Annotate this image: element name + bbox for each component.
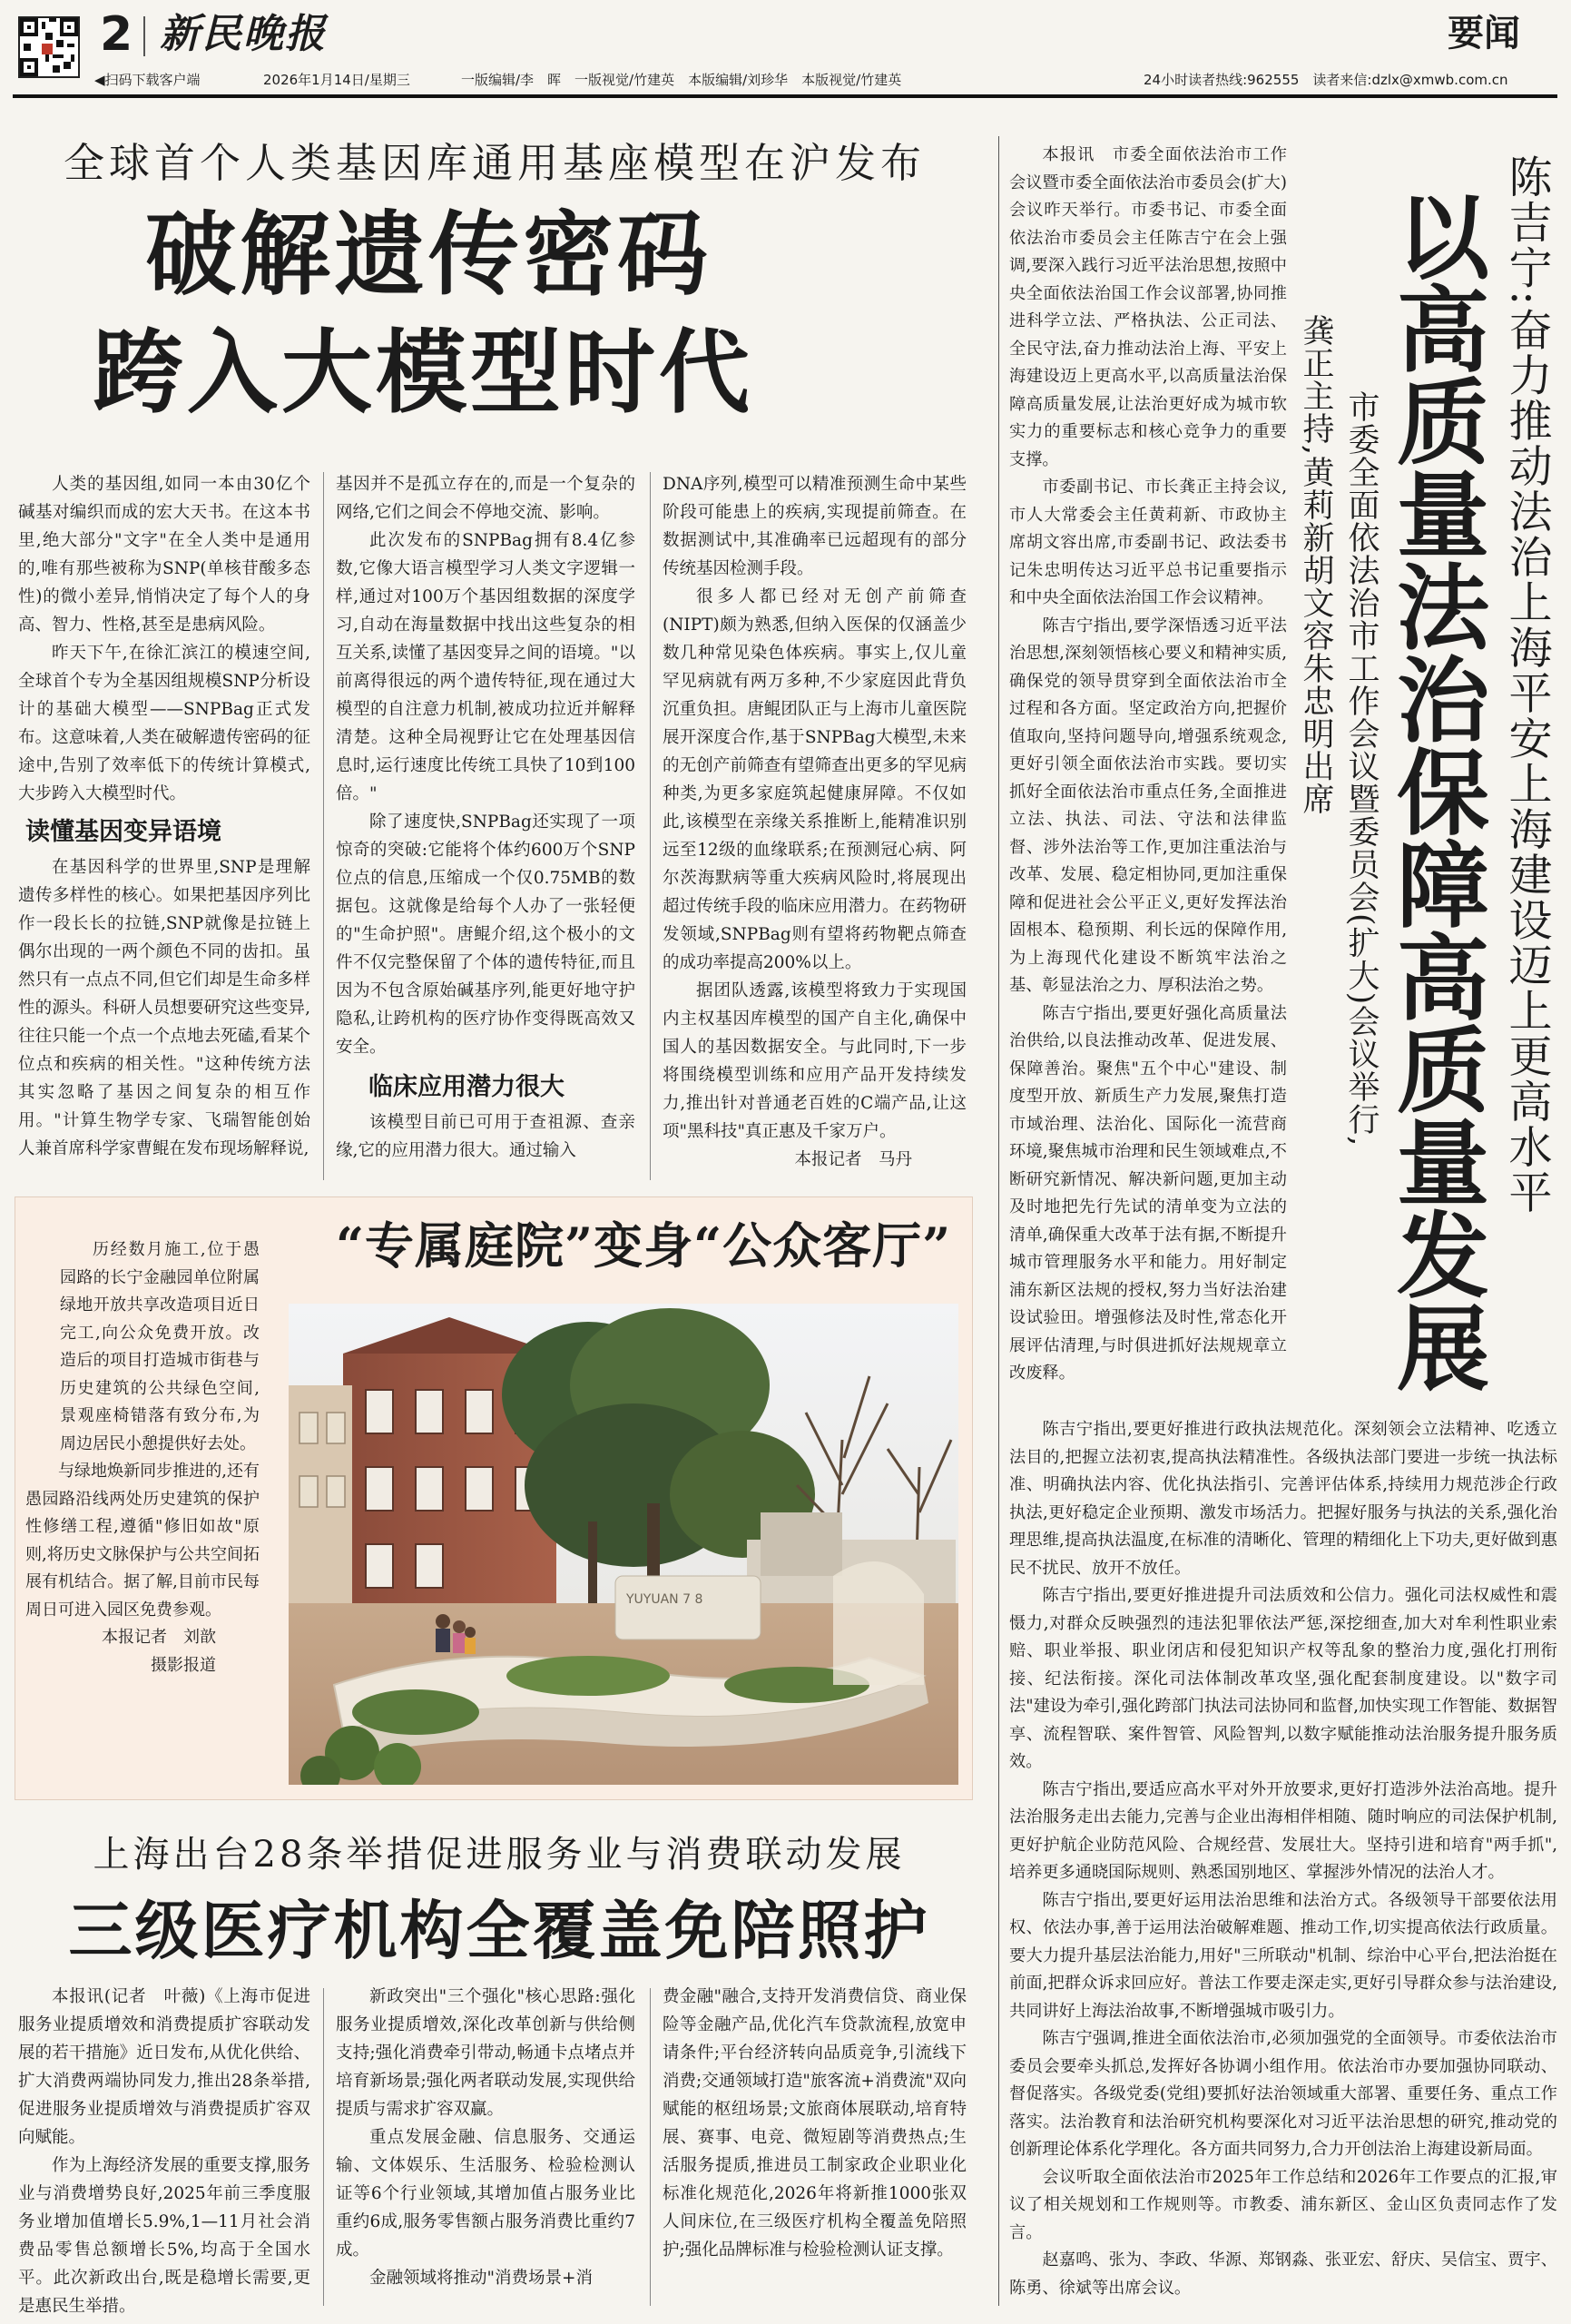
story4-top-column [1009,142,1287,1388]
column-divider [650,472,651,1180]
date-line: 2026年1月14日/星期三 [263,72,410,88]
story3-paragraph: 费金融"融合,支持开发消费信贷、商业保险等金融产品,优化汽车贷款流程,放宽申请条件;平台经济转向品质竞争,引流线下消费;交通领域打造"旅客流+消费流"双向赋能的枢纽场景;文旅商体展联动,培育特展、赛事、电竞、微短剧等消费热点;生活服务提质,推进员工制家政企业职业化标准化规范化,2026年将新推1000张双人间床位,在三级医疗机构全覆盖免陪照护;强化品牌标准与检验检测认证支撑。 [663,1987,967,2260]
story4-subline-1: 市委全面依法治市工作会议暨委员会(扩大)会议举行, [1343,390,1380,1147]
story4-paragraph: 陈吉宁指出,要适应高水平对外开放要求,更好打造涉外法治高地。提升法治服务走出去能力,完善与企业出海相伴相随、随时响应的司法保护机制,更好护航企业防范风险、合规经营、发展壮大。坚持引进和培育"两手抓",培养更多通晓国际规则、熟悉国别地区、掌握涉外情况的法治人才。 [1009,1779,1557,1882]
story4-paragraph: 陈吉宁指出,要更好运用法治思维和法治方式。各级领导干部要依法用权、依法办事,善于运用法治破解难题、推动工作,切实提高依法行政质量。要大力提升基层法治能力,用好"三所联动"机制、综治中心平台,把法治挺在前面,把群众诉求回应好。普法工作要走深走实,更好引导群众参与法治建设,共同讲好上海法治故事,不断增强城市吸引力。 [1009,1890,1557,2021]
story4-paragraph: 赵嘉鸣、张为、李政、华源、郑钢淼、张亚宏、舒庆、吴信宝、贾宇、陈勇、徐斌等出席会议。 [1009,2250,1557,2298]
story2-paragraph: 历经数月施工,位于愚园路的长宁金融园单位附属绿地开放共享改造项目近日完工,向公众免费开放。改造后的项目打造城市街巷与历史建筑的公共绿色空间,景观座椅错落有致分布,为周边居民小憩提供好去处。 [60,1240,260,1453]
photo-sign-text: YUYUAN 7 8 [626,1592,703,1607]
story3-paragraph: 本报讯(记者 叶薇)《上海市促进服务业提质增效和消费提质扩容联动发展的若干措施》近日发布,从优化供给、扩大消费两端协同发力,推出28条举措,促进服务业提质增效与消费提质扩容双向赋能。 [18,1987,310,2147]
story2-reporter: 本报记者 刘歆 [102,1628,216,1647]
masthead-divider [143,16,145,56]
story4-paragraph: 市委副书记、市长龚正主持会议,市人大常委会主任黄莉新、市政协主席胡文容出席,市委副书记、政法委书记朱忠明传达习近平总书记重要指示和中央全面依法治国工作会议精神。 [1009,478,1287,607]
story3-column-3 [663,1983,967,2264]
story2-text [25,1236,260,1679]
story1-paragraph: 该模型目前已可用于查祖源、查亲缘,它的应用潜力很大。通过输入 [336,1113,635,1160]
story1-paragraph: 据团队透露,该模型将致力于实现国内主权基因库模型的国产自主化,确保中国人的基因数据安全。与此同时,下一步将围绕模型训练和应用产品开发持续发力,推出针对普通老百姓的C端产品,让这项"黑科技"真正惠及千家万户。 [663,981,967,1141]
story4-vertical-kicker: 陈吉宁:奋力推动法治上海平安上海建设迈上更高水平 [1501,154,1552,1216]
story1-paragraph: 昨天下午,在徐汇滨江的模速空间,全球首个专为全基因组规模SNP分析设计的基础大模型——SNPBag正式发布。这意味着,人类在破解遗传密码的征途中,告别了效率低下的传统计算模式,大步跨入大模型时代。 [18,644,310,803]
story1-paragraph: DNA序列,模型可以精准预测生命中某些阶段可能患上的疾病,实现提前筛查。在数据测试中,其准确率已远超现有的部分传统基因检测手段。 [663,475,967,578]
story4-paragraph: 陈吉宁指出,要更好推进行政执法规范化。深刻领会立法精神、吃透立法目的,把握立法初衷,提高执法精准性。各级执法部门要进一步统一执法标准、明确执法内容、优化执法指引、完善评估体系,持续用力规范涉企行政执法,更好稳定企业预期、激发市场活力。把握好服务与执法的关系,强化治理思维,提高执法温度,在标准的清晰化、管理的精细化上下功夫,更好做到惠民不扰民、放开不放任。 [1009,1420,1557,1578]
editor-credits: 一版编辑/李 晖 一版视觉/竹建英 本版编辑/刘珍华 本版视觉/竹建英 [461,72,902,88]
story3-paragraph: 金融领域将推动"消费场景+消 [369,2269,594,2288]
story1-subhead-2: 临床应用潜力很大 [368,1073,565,1101]
story4-paragraph: 陈吉宁指出,要更好强化高质量法治供给,以良法推动改革、促进发展、保障善治。聚焦"五个中心"建设、制度型开放、新质生产力发展,聚焦打造市域治理、法治化、国际化一流营商环境,聚焦城市治理和民生领域难点,不断研究新情况、解决新问题,更加主动及时地把先行先试的清单变为立法的清单,确保重大改革于法有据,不断提升城市管理服务水平和能力。用好制定浦东新区法规的授权,努力当好法治建设试验田。增强修法及时性,常态化开展评估清理,与时俱进抓好法规规章立改废释。 [1009,1003,1287,1383]
story3-kicker: 上海出台28条举措促进服务业与消费联动发展 [93,1834,906,1876]
story1-column-3 [663,470,967,1174]
story3-paragraph: 重点发展金融、信息服务、交通运输、文体娱乐、生活服务、检验检测认证等6个行业领域,其增加值占服务业比重约6成,服务零售额占服务消费比重约7成。 [336,2128,635,2260]
courtyard-photo [289,1304,958,1785]
story1-paragraph: 此次发布的SNPBag拥有8.4亿参数,它像大语言模型学习人类文字逻辑一样,通过对100万个基因组数据的深度学习,自动在海量数据中找出这些复杂的相互关系,读懂了基因变异之间的语境。"以前离得很远的两个遗传特征,现在通过大模型的自注意力机制,被成功拉近并解释清楚。这种全局视野让它在处理基因信息时,运行速度比传统工具快了10到100倍。" [336,531,635,803]
masthead-rule [13,94,1557,98]
story3-paragraph: 作为上海经济发展的重要支撑,服务业与消费增势良好,2025年前三季度服务业增加值增长5.9%,1—11月社会消费品零售总额增长5%,均高于全国水平。此次新政出台,既是稳增长需要,更是惠民生举措。 [18,2156,310,2316]
reader-hotline: 24小时读者热线:962555 读者来信:dzlx@xmwb.com.cn [1144,72,1508,88]
story4-subline-2: 龚正主持,黄莉新胡文容朱忠明出席 [1298,314,1334,816]
paper-name: 新民晚报 [160,11,327,57]
story3-headline: 三级医疗机构全覆盖免陪照护 [68,1894,930,1968]
story1-paragraph: 在基因科学的世界里,SNP是理解遗传多样性的核心。如果把基因序列比作一段长长的拉链,SNP就像是拉链上偶尔出现的一两个颜色不同的齿扣。虽然只有一点点不同,但它们却是生命多样性的源头。科研人员想要研究这些变异,往往只能一个点一个点地去死磕,看某个位点和疾病的相关性。"这种传统方法其实忽略了基因之间复杂的相互作用。"计算生物学专家、飞瑞智能创始人兼首席科学家曹鲲在发布现场解释说, [18,858,310,1158]
column-divider [650,1988,651,2306]
section-divider [998,136,999,2306]
story1-subhead-1: 读懂基因变异语境 [25,818,221,846]
story4-paragraph: 陈吉宁强调,推进全面依法治市,必须加强党的全面领导。市委依法治市委员会要牵头抓总,发挥好各协调小组作用。依法治市办要加强协同联动、督促落实。各级党委(党组)要抓好法治领域重大部署、重要任务、重点工作落实。法治教育和法治研究机构要深化对习近平法治思想的研究,推动党的创新理论体系化学理化。各方面共同努力,合力开创法治上海建设新局面。 [1009,2029,1557,2159]
story3-column-1 [18,1983,310,2320]
qr-code[interactable] [18,16,80,78]
story1-reporter: 本报记者 马丹 [794,1150,912,1169]
story1-paragraph: 很多人都已经对无创产前筛查(NIPT)颇为熟悉,但纳入医保的仅涵盖少数几种常见染色体疾病。事实上,仅儿童罕见病就有两万多种,不少家庭因此背负沉重负担。唐鲲团队正与上海市儿童医院展开深度合作,基于SNPBag大模型,未来的无创产前筛查有望筛查出更多的罕见病种类,为更多家庭筑起健康屏障。不仅如此,该模型在亲缘关系推断上,能精准识别远至12级的血缘联系;在预测冠心病、阿尔茨海默病等重大疾病风险时,将展现出超过传统手段的临床应用潜力。在药物研发领域,SNPBag则有望将药物靶点筛查的成功率提高200%以上。 [663,587,967,972]
qr-caption: ◀扫码下载客户端 [94,72,201,88]
story4-paragraph: 陈吉宁指出,要学深悟透习近平法治思想,深刻领悟核心要义和精神实质,确保党的领导贯穿到全面依法治市全过程和各方面。坚定政治方向,把握价值取向,坚持问题导向,增强系统观念,更好引领全面依法治市实践。要切实抓好全面依法治市重点任务,全面推进立法、执法、司法、守法和法律监督、涉外法治等工作,更加注重法治与改革、发展、稳定相协同,更加注重保障和促进社会公平正义,更好发挥法治固根本、稳预期、利长远的保障作用,为上海现代化建设不断筑牢法治之基、彰显法治之力、厚积法治之势。 [1009,615,1287,995]
section-label: 要闻 [1448,13,1520,54]
story1-column-1 [18,470,310,1163]
story1-headline-line1: 破解遗传密码 [145,202,712,308]
story1-headline-line2: 跨入大模型时代 [93,320,753,426]
qr-code-icon [20,18,78,76]
story1-column-2 [336,470,635,1165]
story4-paragraph: 本报讯 市委全面依法治市工作会议暨市委全面依法治市委员会(扩大)会议昨天举行。市委书记、市委全面依法治市委员会主任陈吉宁在会上强调,要深入践行习近平法治思想,按照中央全面依法治国工作会议部署,协同推进科学立法、严格执法、公正司法、全民守法,奋力推动法治上海、平安上海建设迈上更高水平,以高质量法治保障高质量发展,让法治更好成为城市软实力的重要标志和核心竞争力的重要支撑。 [1009,145,1287,469]
story2-photo-credit: 摄影报道 [151,1655,216,1675]
story1-paragraph: 人类的基因组,如同一本由30亿个碱基对编织而成的宏大天书。在这本书里,绝大部分"文字"在全人类中是通用的,唯有那些被称为SNP(单核苷酸多态性)的微小差异,悄悄决定了每个人的身高、智力、性格,甚至是患病风险。 [18,475,310,635]
story3-column-2 [336,1983,635,2292]
story4-paragraph: 会议听取全面依法治市2025年工作总结和2026年工作要点的汇报,审议了相关规划和工作规则等。市教委、浦东新区、金山区负责同志作了发言。 [1009,2167,1557,2242]
story3-paragraph: 新政突出"三个强化"核心思路:强化服务业提质增效,深化改革创新与供给侧支持;强化消费牵引带动,畅通卡点堵点并培育新场景;强化两者联动发展,实现供给提质与需求扩容双赢。 [336,1987,635,2119]
story1-paragraph: 基因并不是孤立存在的,而是一个复杂的网络,它们之间会不停地交流、影响。 [336,475,635,522]
story1-kicker: 全球首个人类基因库通用基座模型在沪发布 [63,139,926,187]
story2-paragraph: 与绿地焕新同步推进的,还有愚园路沿线两处历史建筑的保护性修缮工程,遵循"修旧如故"原则,将历史文脉保护与公共空间拓展有机结合。据了解,目前市民每周日可进入园区免费参观。 [25,1462,260,1620]
story1-paragraph: 除了速度快,SNPBag还实现了一项惊奇的突破:它能将个体约600万个SNP位点的信息,压缩成一个仅0.75MB的数据包。这就像是给每个人办了一张轻便的"生命护照"。唐鲲介绍,这个极小的文件不仅完整保留了个体的遗传特征,而且因为不包含原始碱基序列,能更好地守护隐私,让跨机构的医疗协作变得既高效又安全。 [336,812,635,1057]
story4-headline: 以高质量法治保障高质量发展 [1381,189,1489,1393]
column-divider [323,1988,324,2306]
column-divider [323,472,324,1180]
story2-headline: “专属庭院”变身“公众客厅” [336,1216,952,1275]
story4-wide-column [1009,1416,1557,2302]
page-number: 2 [100,7,133,62]
courtyard-photo-image [289,1304,958,1785]
story4-paragraph: 陈吉宁指出,要更好推进提升司法质效和公信力。强化司法权威性和震慑力,对群众反映强烈的违法犯罪依法严惩,深挖细查,加大对牟利性职业索赔、职业举报、职业闭店和侵犯知识产权等乱象的整治力度,强化打刑衔接、纪法衔接。深化司法体制改革攻坚,强化配套制度建设。以"数字司法"建设为牵引,强化跨部门执法司法协同和监督,加快实现工作智能、数据智享、流程智联、案件智管、风险智判,以数字赋能推动法治服务提升服务质效。 [1009,1586,1557,1771]
